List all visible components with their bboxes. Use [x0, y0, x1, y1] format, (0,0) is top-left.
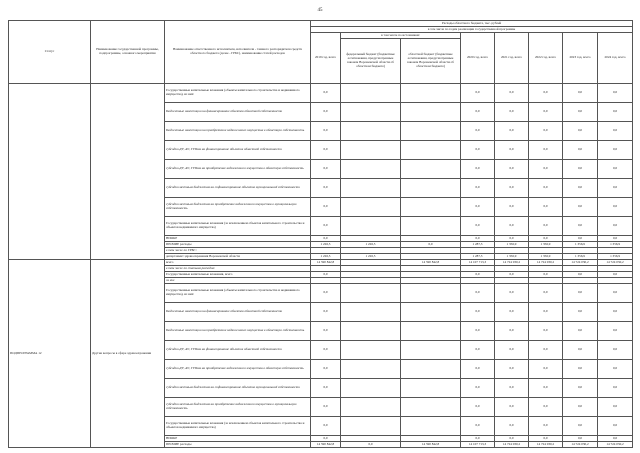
row-label: субсидии ДУ, АУ, ГУПам на приобретение недвижимого имущества в областную собственность [165, 360, 311, 379]
row-label: всего [165, 260, 311, 266]
value-cell: 0,0 [461, 160, 495, 179]
value-cell [401, 141, 461, 160]
value-cell: 14 724 030,2 [598, 260, 633, 266]
header-2023: 2023 год, всего [563, 33, 598, 84]
row-label: ПРОЧИЕ расходы [165, 442, 311, 448]
value-cell: 0,0 [495, 160, 529, 179]
value-cell: 0,0 [401, 242, 461, 248]
value-cell: 0,0 [461, 379, 495, 398]
table-row [9, 84, 633, 103]
value-cell [401, 198, 461, 217]
row-label: Государственные капитальные вложения (объекты капитального строительства и недвижимого имущества), из них: [165, 284, 311, 303]
value-cell: 14 724 030,2 [495, 260, 529, 266]
header-2022: 2022 год, всего [529, 33, 563, 84]
value-cell: 0,0 [529, 141, 563, 160]
value-cell: 0,0 [598, 179, 633, 198]
value-cell: 0,0 [311, 398, 341, 417]
header-2024: 2024 год, всего [598, 33, 633, 84]
value-cell [401, 160, 461, 179]
value-cell [341, 284, 401, 303]
value-cell: 0,0 [311, 122, 341, 141]
row-label: субсидии местным бюджетам на приобретение недвижимого имущества в муниципальную собственность [165, 198, 311, 217]
value-cell: 0,0 [598, 236, 633, 242]
value-cell: 1 226,5 [341, 242, 401, 248]
value-cell: 14 590 842,8 [401, 442, 461, 448]
value-cell: 0,0 [598, 398, 633, 417]
value-cell: 0,0 [311, 179, 341, 198]
value-cell: 1 287,3 [461, 254, 495, 260]
value-cell [401, 122, 461, 141]
value-cell: 0,0 [529, 160, 563, 179]
value-cell: 0,0 [529, 198, 563, 217]
value-cell: 0,0 [529, 236, 563, 242]
value-cell: 0,0 [598, 141, 633, 160]
value-cell [401, 84, 461, 103]
row-label: Бюджетные инвестиции на финансирование объектов областной собственности [165, 303, 311, 322]
value-cell: 0,0 [495, 236, 529, 242]
value-cell [341, 84, 401, 103]
row-label: в том числе по статьям расходов: [165, 266, 311, 272]
value-cell: 0,0 [598, 198, 633, 217]
value-cell: 0,0 [563, 103, 598, 122]
row-label: субсидии ДУ, АУ, ГУПам на финансирование объектов областной собственности [165, 141, 311, 160]
row-label: департамент здравоохранения Воронежской области [165, 254, 311, 260]
value-cell: 0,0 [563, 179, 598, 198]
value-cell [341, 322, 401, 341]
table-body [9, 84, 633, 448]
value-cell [341, 179, 401, 198]
value-cell: 0,0 [495, 284, 529, 303]
value-cell: 0,0 [495, 360, 529, 379]
value-cell: 0,0 [598, 272, 633, 278]
value-cell [401, 303, 461, 322]
value-cell: 0,0 [563, 272, 598, 278]
value-cell: 0,0 [563, 379, 598, 398]
value-cell: 0,0 [529, 272, 563, 278]
value-cell: 0,0 [311, 160, 341, 179]
value-cell: 0,0 [529, 284, 563, 303]
value-cell: 0,0 [461, 272, 495, 278]
status-cell-empty [9, 84, 91, 260]
value-cell [341, 141, 401, 160]
value-cell: 0,0 [311, 341, 341, 360]
value-cell: 0,0 [461, 322, 495, 341]
value-cell: 0,0 [311, 360, 341, 379]
value-cell: 0,0 [563, 303, 598, 322]
header-2021: 2021 год, всего [495, 33, 529, 84]
header-executor: Наименование ответственного исполнителя, исполнителя - главного распорядителя средств областного бюджета (далее - ГРБС), наименование статей расходов [165, 21, 311, 84]
value-cell: 14 107 713,3 [461, 260, 495, 266]
value-cell: 0,0 [311, 284, 341, 303]
value-cell: 0,0 [311, 103, 341, 122]
budget-table [8, 20, 633, 448]
value-cell: 0,0 [495, 379, 529, 398]
value-cell: 14 590 842,8 [311, 260, 341, 266]
value-cell: 0,0 [598, 341, 633, 360]
value-cell: 0,0 [563, 436, 598, 442]
header-federal: федеральный бюджет (бюджетные ассигнования, предусмотренные законом Воронежской области об областном бюджете) [341, 39, 401, 84]
value-cell [401, 398, 461, 417]
value-cell: 0,0 [461, 341, 495, 360]
value-cell [401, 322, 461, 341]
row-label: субсидии местным бюджетам на софинансирование объектов муниципальной собственности [165, 179, 311, 198]
value-cell: 0,0 [529, 179, 563, 198]
row-label: ПРОЧИЕ расходы [165, 242, 311, 248]
value-cell: 0,0 [311, 141, 341, 160]
value-cell: 0,0 [598, 322, 633, 341]
value-cell: 14 724 030,2 [563, 442, 598, 448]
value-cell: 0,0 [598, 103, 633, 122]
row-label: субсидии ДУ, АУ, ГУПам на финансирование объектов областной собственности [165, 341, 311, 360]
value-cell: 0,0 [495, 141, 529, 160]
value-cell: 0,0 [495, 303, 529, 322]
value-cell: 0,0 [461, 284, 495, 303]
value-cell: 0,0 [495, 322, 529, 341]
value-cell: 1 356,9 [529, 254, 563, 260]
value-cell: 0,0 [563, 398, 598, 417]
value-cell: 14 590 842,8 [311, 442, 341, 448]
value-cell: 14 107 713,3 [461, 442, 495, 448]
value-cell: 0,0 [461, 303, 495, 322]
value-cell: 0,0 [461, 360, 495, 379]
header-regional: областной бюджет (бюджетные ассигнования, предусмотренные законом Воронежской области об областном бюджете) [401, 39, 461, 84]
value-cell: 14 724 030,2 [598, 442, 633, 448]
value-cell [341, 198, 401, 217]
row-label: Бюджетные инвестиции на приобретение недвижимого имущества в областную собственность [165, 322, 311, 341]
value-cell [341, 303, 401, 322]
value-cell: 0,0 [311, 272, 341, 278]
value-cell: 0,0 [311, 236, 341, 242]
value-cell: 0,0 [495, 398, 529, 417]
value-cell: 0,0 [563, 341, 598, 360]
value-cell: 0,0 [598, 303, 633, 322]
value-cell: 0,0 [495, 122, 529, 141]
value-cell: 0,0 [598, 160, 633, 179]
value-cell: 0,0 [563, 236, 598, 242]
value-cell: 0,0 [563, 160, 598, 179]
value-cell: 0,0 [311, 303, 341, 322]
value-cell: 0,0 [529, 417, 563, 436]
value-cell: 1 356,9 [563, 242, 598, 248]
value-cell: 0,0 [461, 179, 495, 198]
row-label: субсидии местным бюджетам на приобретение недвижимого имущества в муниципальную собственность [165, 398, 311, 417]
value-cell: 0,0 [495, 272, 529, 278]
row-label: Бюджетные инвестиции на приобретение недвижимого имущества в областную собственность [165, 122, 311, 141]
value-cell: 0,0 [529, 322, 563, 341]
value-cell: 0,0 [495, 217, 529, 236]
row-label: в том числе по ГРБС: [165, 248, 311, 254]
value-cell [341, 122, 401, 141]
row-label: Государственные капитальные вложения, всего [165, 272, 311, 278]
value-cell: 0,0 [529, 122, 563, 141]
value-cell: 0,0 [495, 417, 529, 436]
value-cell: 0,0 [529, 303, 563, 322]
header-expenses: Расходы областного бюджета, тыс. рублей [311, 21, 633, 27]
value-cell: 0,0 [461, 84, 495, 103]
row-label: из них [165, 278, 311, 284]
value-cell: 0,0 [495, 341, 529, 360]
value-cell [401, 341, 461, 360]
value-cell: 0,0 [461, 122, 495, 141]
value-cell [401, 284, 461, 303]
value-cell: 0,0 [311, 379, 341, 398]
value-cell: 0,0 [311, 322, 341, 341]
value-cell: 0,0 [461, 417, 495, 436]
value-cell: 0,0 [529, 341, 563, 360]
program-cell-empty [91, 84, 165, 260]
value-cell: 0,0 [598, 84, 633, 103]
header-by-year: в том числе по годам реализации государственной программы [311, 27, 633, 33]
header-program: Наименование государственной программы, подпрограммы, основного мероприятия [91, 21, 165, 84]
value-cell: 0,0 [598, 122, 633, 141]
value-cell: 0,0 [311, 436, 341, 442]
row-label: Государственные капитальные вложения (объекты капитального строительства и недвижимого имущества), из них: [165, 84, 311, 103]
value-cell: 0,0 [563, 84, 598, 103]
value-cell: 1 356,9 [563, 254, 598, 260]
value-cell: 0,0 [598, 417, 633, 436]
value-cell: 14 724 030,2 [495, 442, 529, 448]
row-label: субсидии местным бюджетам на софинансирование объектов муниципальной собственности [165, 379, 311, 398]
value-cell: 0,0 [563, 217, 598, 236]
value-cell: 0,0 [563, 322, 598, 341]
value-cell: 0,0 [598, 379, 633, 398]
value-cell: 0,0 [598, 360, 633, 379]
value-cell: 1 356,9 [598, 254, 633, 260]
value-cell: 0,0 [563, 284, 598, 303]
value-cell [401, 417, 461, 436]
header-sources: в том числе по источникам: [341, 33, 461, 39]
subprogram-name: Другие вопросы в сфере здравоохранения [91, 260, 165, 448]
value-cell: 1 226,5 [311, 254, 341, 260]
value-cell: 1 356,9 [529, 242, 563, 248]
value-cell: 0,0 [529, 360, 563, 379]
value-cell [401, 217, 461, 236]
value-cell: 0,0 [461, 436, 495, 442]
value-cell [341, 417, 401, 436]
value-cell: 0,0 [495, 179, 529, 198]
value-cell: 0,0 [563, 141, 598, 160]
value-cell: 1 356,9 [598, 242, 633, 248]
value-cell: 0,0 [341, 442, 401, 448]
header-2019: 2019 год, всего [311, 33, 341, 84]
value-cell: 0,0 [311, 198, 341, 217]
value-cell: 14 590 842,8 [401, 260, 461, 266]
header-2020: 2020 год, всего [461, 33, 495, 84]
value-cell: 0,0 [529, 398, 563, 417]
value-cell: 14 724 030,2 [529, 260, 563, 266]
value-cell: 0,0 [461, 141, 495, 160]
value-cell: 1 226,5 [341, 254, 401, 260]
value-cell [401, 360, 461, 379]
value-cell [341, 160, 401, 179]
value-cell: 0,0 [563, 198, 598, 217]
value-cell [341, 103, 401, 122]
page-number: 45 [317, 8, 323, 13]
value-cell: 14 724 030,2 [529, 442, 563, 448]
value-cell: 0,0 [529, 217, 563, 236]
value-cell: 14 724 030,2 [563, 260, 598, 266]
value-cell: 1 226,5 [311, 242, 341, 248]
row-label: субсидии ДУ, АУ, ГУПам на приобретение недвижимого имущества в областную собственность [165, 160, 311, 179]
header-status: Статус [9, 21, 91, 84]
value-cell [401, 103, 461, 122]
value-cell: 0,0 [495, 436, 529, 442]
subprogram-status: ПОДПРОГРАММА 12 [9, 260, 91, 448]
value-cell: 1 356,9 [495, 254, 529, 260]
value-cell: 1 287,3 [461, 242, 495, 248]
value-cell [341, 379, 401, 398]
value-cell: 0,0 [311, 84, 341, 103]
value-cell: 0,0 [461, 236, 495, 242]
value-cell: 0,0 [563, 417, 598, 436]
value-cell: 0,0 [311, 417, 341, 436]
value-cell: 0,0 [529, 379, 563, 398]
value-cell: 1 356,9 [495, 242, 529, 248]
value-cell: 0,0 [461, 103, 495, 122]
value-cell [341, 360, 401, 379]
value-cell [401, 379, 461, 398]
value-cell: 0,0 [495, 103, 529, 122]
value-cell [341, 217, 401, 236]
value-cell: 0,0 [563, 360, 598, 379]
value-cell: 0,0 [495, 84, 529, 103]
row-label: Государственные капитальные вложения (за исключением объектов капитального строительства и объектов недвижимого имущества) [165, 217, 311, 236]
value-cell: 0,0 [311, 217, 341, 236]
value-cell: 0,0 [598, 217, 633, 236]
value-cell: 0,0 [461, 398, 495, 417]
value-cell: 0,0 [461, 217, 495, 236]
value-cell [341, 398, 401, 417]
value-cell: 0,0 [529, 103, 563, 122]
row-label: НИОКР [165, 236, 311, 242]
value-cell: 0,0 [598, 436, 633, 442]
value-cell [401, 179, 461, 198]
value-cell: 0,0 [495, 198, 529, 217]
value-cell [341, 341, 401, 360]
row-label: Бюджетные инвестиции на финансирование объектов областной собственности [165, 103, 311, 122]
value-cell: 0,0 [563, 122, 598, 141]
row-label: Государственные капитальные вложения (за исключением объектов капитального строительства и объектов недвижимого имущества) [165, 417, 311, 436]
value-cell: 0,0 [598, 284, 633, 303]
row-label: НИОКР [165, 436, 311, 442]
value-cell: 0,0 [461, 198, 495, 217]
value-cell: 0,0 [529, 436, 563, 442]
value-cell: 0,0 [529, 84, 563, 103]
